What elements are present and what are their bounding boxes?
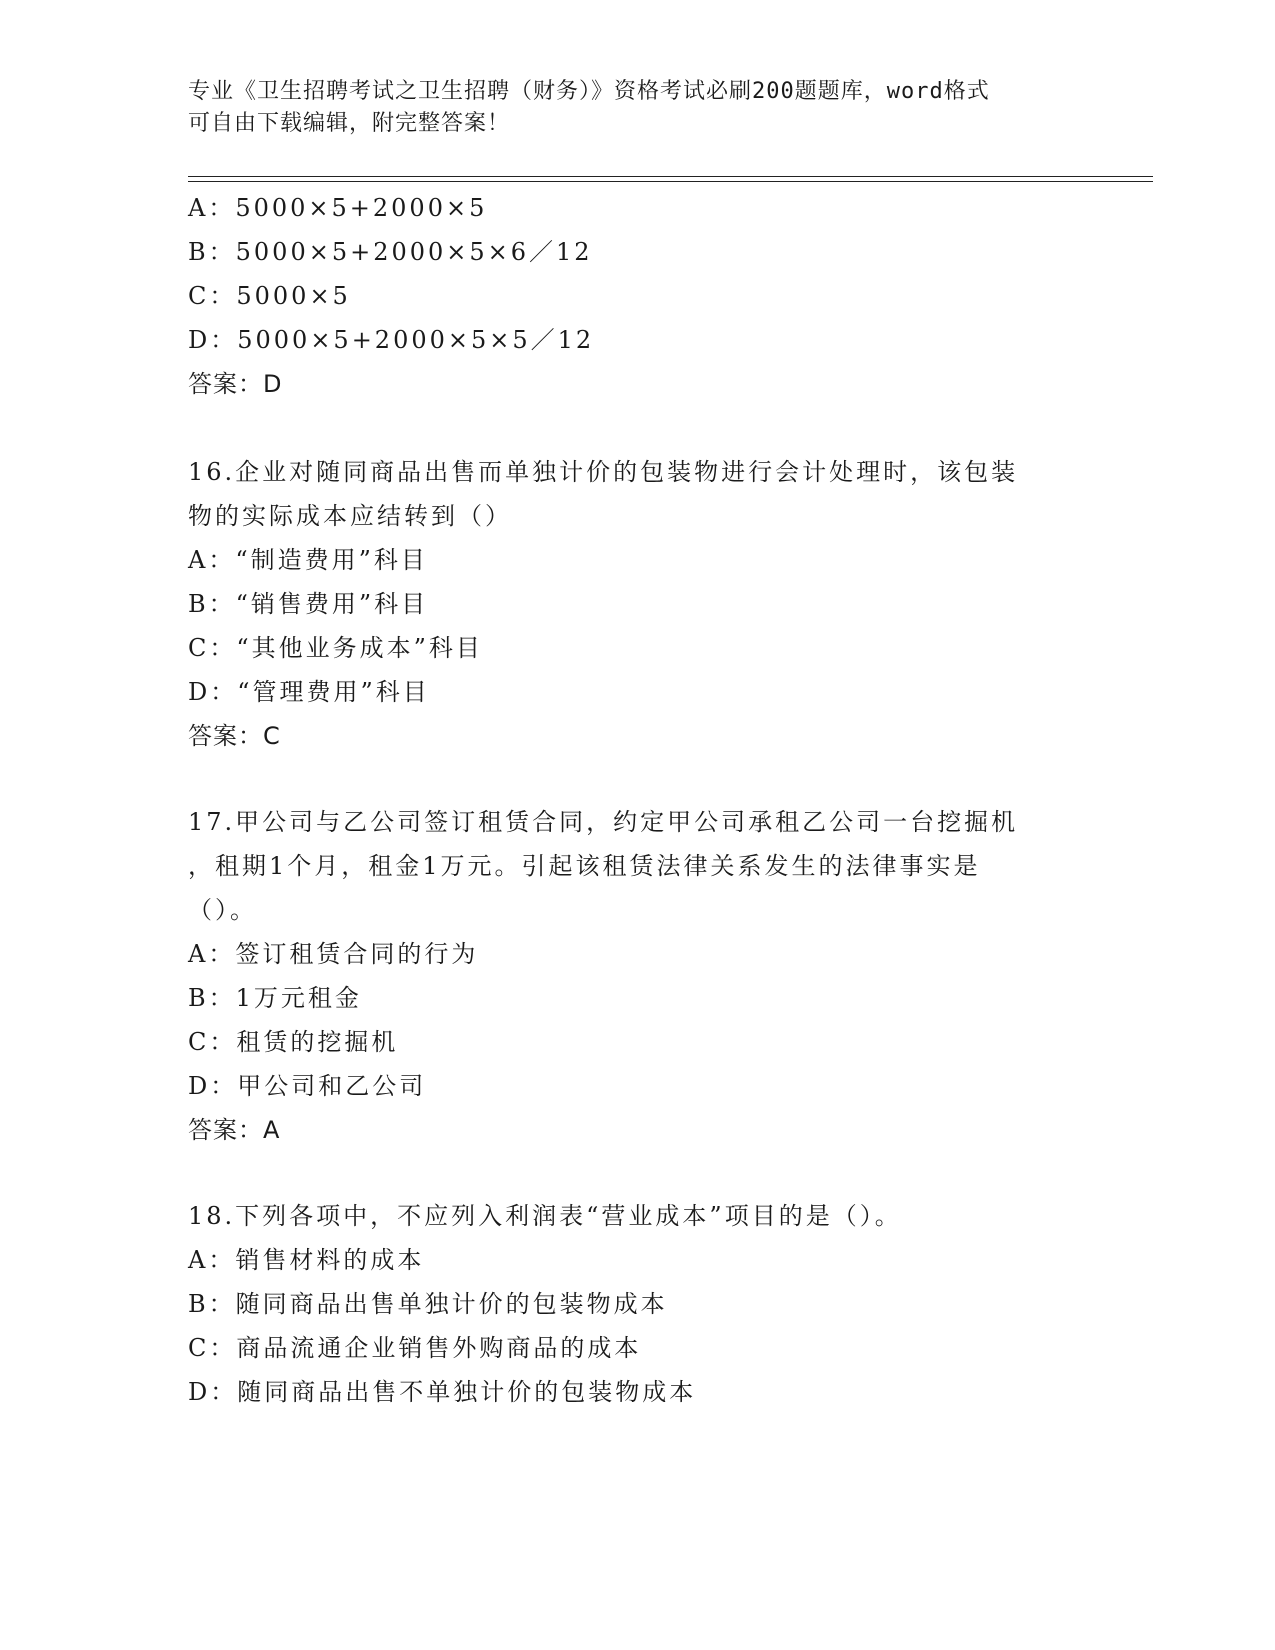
q16-option-c: C：“其他业务成本”科目 bbox=[188, 634, 483, 662]
q16-option-d: D：“管理费用”科目 bbox=[188, 678, 430, 706]
header-divider-top bbox=[188, 176, 1153, 177]
q17-stem-line-2: ，租期1个月，租金1万元。引起该租赁法律关系发生的法律事实是 bbox=[188, 852, 981, 880]
q16-answer: 答案：C bbox=[188, 722, 281, 750]
q17-option-a: A：签订租赁合同的行为 bbox=[188, 940, 479, 968]
q18-option-a: A：销售材料的成本 bbox=[188, 1246, 425, 1274]
q16-stem-line-1: 16.企业对随同商品出售而单独计价的包装物进行会计处理时，该包装 bbox=[188, 458, 1019, 486]
q18-stem-line-1: 18.下列各项中，不应列入利润表“营业成本”项目的是（）。 bbox=[188, 1202, 902, 1230]
q15-option-a: A：5000×5+2000×5 bbox=[188, 194, 488, 222]
q17-answer: 答案：A bbox=[188, 1116, 281, 1144]
q17-option-d: D：甲公司和乙公司 bbox=[188, 1072, 427, 1100]
q17-option-c: C：租赁的挖掘机 bbox=[188, 1028, 399, 1056]
q16-option-b: B：“销售费用”科目 bbox=[188, 590, 429, 618]
q15-option-b: B：5000×5+2000×5×6／12 bbox=[188, 238, 593, 266]
header-line-2: 可自由下载编辑，附完整答案！ bbox=[188, 111, 511, 136]
q18-option-b: B：随同商品出售单独计价的包装物成本 bbox=[188, 1290, 668, 1318]
q18-option-d: D：随同商品出售不单独计价的包装物成本 bbox=[188, 1378, 697, 1406]
q15-option-d: D：5000×5+2000×5×5／12 bbox=[188, 326, 595, 354]
q16-option-a: A：“制造费用”科目 bbox=[188, 546, 428, 574]
q17-option-b: B：1万元租金 bbox=[188, 984, 362, 1012]
header-divider-bottom bbox=[188, 181, 1153, 182]
q15-answer: 答案：D bbox=[188, 370, 283, 398]
q15-option-c: C：5000×5 bbox=[188, 282, 351, 310]
q18-option-c: C：商品流通企业销售外购商品的成本 bbox=[188, 1334, 642, 1362]
q16-stem-line-2: 物的实际成本应结转到（） bbox=[188, 502, 512, 530]
q17-stem-line-1: 17.甲公司与乙公司签订租赁合同，约定甲公司承租乙公司一台挖掘机 bbox=[188, 808, 1019, 836]
header-line-1: 专业《卫生招聘考试之卫生招聘（财务）》资格考试必刷200题题库，word格式 bbox=[188, 79, 990, 104]
document-header bbox=[188, 76, 1088, 140]
q17-stem-line-3: （）。 bbox=[188, 896, 257, 924]
